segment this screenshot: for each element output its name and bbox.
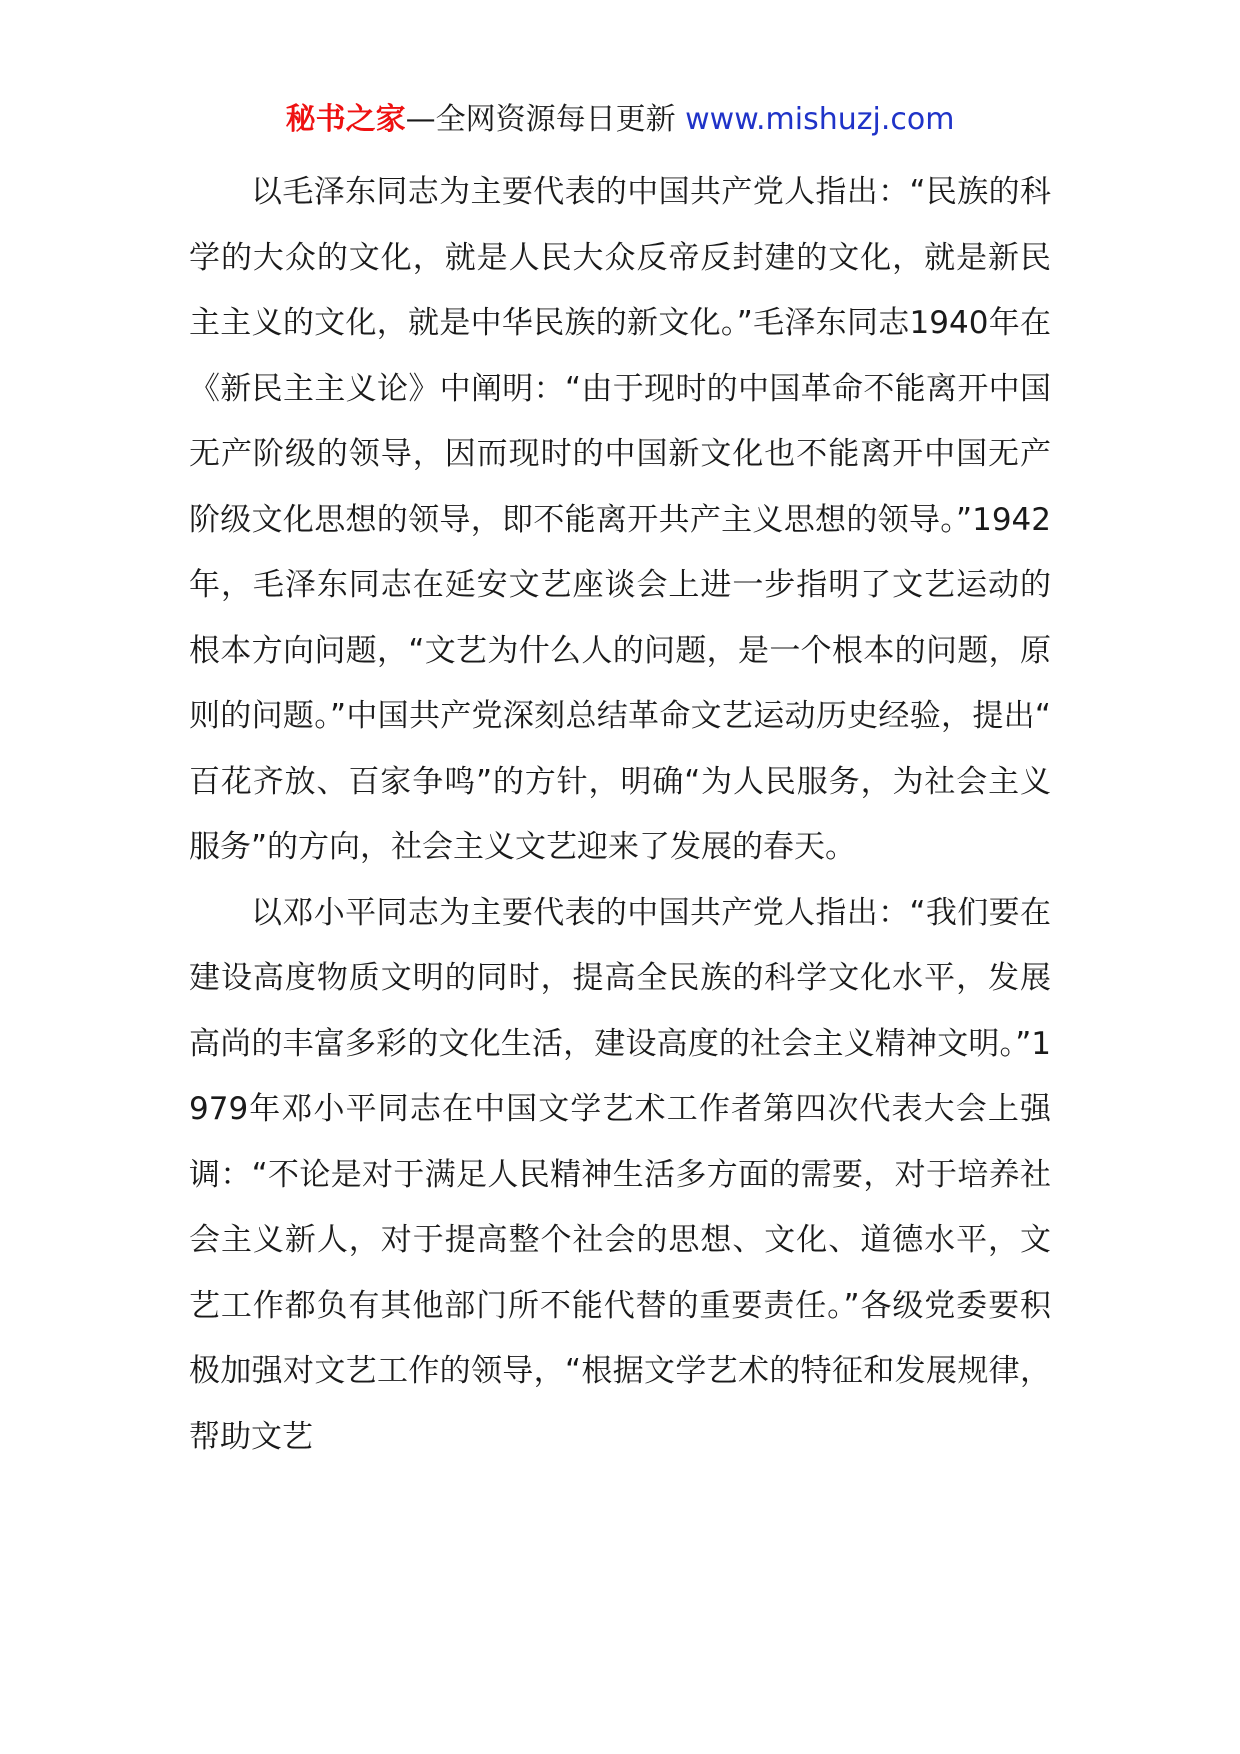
- brand-name: 秘书之家: [285, 102, 406, 137]
- document-body: [189, 160, 1051, 1470]
- website-link[interactable]: www.mishuzj.com: [685, 102, 955, 137]
- paragraph: 以邓小平同志为主要代表的中国共产党人指出：“我们要在建设高度物质文明的同时，提高全民族的科学文化水平，发展高尚的丰富多彩的文化生活，建设高度的社会主义精神文明。”1979年邓小平同志在中国文学艺术工作者第四次代表大会上强调：“不论是对于满足人民精神生活多方面的需要，对于培养社会主义新人，对于提高整个社会的思想、文化、道德水平，文艺工作都负有其他部门所不能代替的重要责任。”各级党委要积极加强对文艺工作的领导，“根据文学艺术的特征和发展规律，帮助文艺: [189, 894, 1051, 1455]
- header-tagline: —全网资源每日更新: [405, 102, 676, 137]
- paragraph: 以毛泽东同志为主要代表的中国共产党人指出：“民族的科学的大众的文化，就是人民大众反帝反封建的文化，就是新民主主义的文化，就是中华民族的新文化。”毛泽东同志1940年在《新民主主义论》中阐明：“由于现时的中国革命不能离开中国无产阶级的领导，因而现时的中国新文化也不能离开中国无产阶级文化思想的领导，即不能离开共产主义思想的领导。”1942年，毛泽东同志在延安文艺座谈会上进一步指明了文艺运动的根本方向问题，“文艺为什么人的问题，是一个根本的问题，原则的问题。”中国共产党深刻总结革命文艺运动历史经验，提出“百花齐放、百家争鸣”的方针，明确“为人民服务，为社会主义服务”的方向，社会主义文艺迎来了发展的春天。: [189, 174, 1051, 865]
- page-header: [0, 100, 1240, 140]
